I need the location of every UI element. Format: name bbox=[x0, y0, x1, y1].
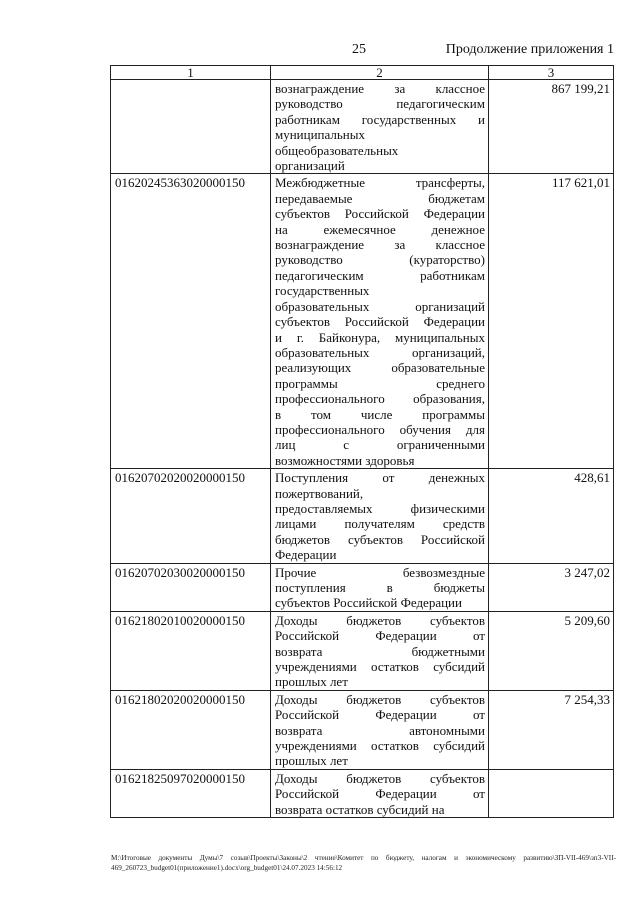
description-line: прошлых лет bbox=[275, 753, 348, 769]
table-header-row bbox=[111, 66, 614, 80]
row-code bbox=[111, 80, 271, 174]
row-code: 01620702020020000150 bbox=[111, 469, 271, 563]
description-line: организаций bbox=[275, 158, 345, 174]
description-line: субъектов Российской Федерации bbox=[275, 314, 485, 330]
row-amount bbox=[489, 769, 614, 817]
footer-line: M:\Итоговые документы Думы\7 созыв\Проекты\Законы\2 чтение\Комитет по бюджету, налогам и экономическому развитию\ЗП-VII-469\зп3-VII- bbox=[111, 854, 616, 862]
row-description bbox=[271, 174, 489, 469]
page-number: 25 bbox=[352, 42, 366, 57]
description-line: руководство педагогическим bbox=[275, 96, 485, 112]
description-line: образовательных организаций bbox=[275, 298, 485, 314]
budget-table bbox=[110, 65, 614, 818]
row-amount: 7 254,33 bbox=[489, 690, 614, 769]
table-row bbox=[111, 611, 614, 690]
description-line: Российской Федерации от bbox=[275, 786, 485, 802]
row-description bbox=[271, 769, 489, 817]
table-row bbox=[111, 469, 614, 563]
row-description bbox=[271, 563, 489, 611]
file-path-footer bbox=[111, 853, 616, 873]
description-line: Доходы бюджетов субъектов bbox=[275, 770, 485, 786]
row-code: 01621802010020000150 bbox=[111, 611, 271, 690]
description-line: программы среднего bbox=[275, 375, 485, 391]
table-row bbox=[111, 769, 614, 817]
description-line: бюджетов субъектов Российской bbox=[275, 531, 485, 547]
table-row bbox=[111, 174, 614, 469]
description-line: учреждениями остатков субсидий bbox=[275, 659, 485, 675]
description-line: профессионального образования, bbox=[275, 391, 485, 407]
column-header: 2 bbox=[271, 66, 489, 80]
description-line: в том числе программы bbox=[275, 406, 485, 422]
column-header: 3 bbox=[489, 66, 614, 80]
description-line: возврата остатков субсидий на bbox=[275, 801, 445, 817]
row-description bbox=[271, 611, 489, 690]
description-line: Межбюджетные трансферты, bbox=[275, 175, 485, 191]
description-line: реализующих образовательные bbox=[275, 360, 485, 376]
description-line: Российской Федерации от bbox=[275, 707, 485, 723]
row-code: 01621802020020000150 bbox=[111, 690, 271, 769]
row-description bbox=[271, 690, 489, 769]
row-amount: 867 199,21 bbox=[489, 80, 614, 174]
description-line: учреждениями остатков субсидий bbox=[275, 738, 485, 754]
description-line: государственных bbox=[275, 283, 370, 299]
description-line: Российской Федерации от bbox=[275, 628, 485, 644]
table-row bbox=[111, 690, 614, 769]
description-line: муниципальных bbox=[275, 127, 366, 143]
description-line: прошлых лет bbox=[275, 674, 348, 690]
description-line: работникам государственных и bbox=[275, 111, 485, 127]
description-line: Прочие безвозмездные bbox=[275, 564, 485, 580]
description-line: образовательных организаций, bbox=[275, 344, 485, 360]
footer-line: 469_260723_budget01(приложение1).docx\org_budget01\24.07.2023 14:56:12 bbox=[111, 864, 343, 872]
description-line: пожертвований, bbox=[275, 485, 364, 501]
description-line: Поступления от денежных bbox=[275, 470, 485, 486]
description-line: субъектов Российской Федерации bbox=[275, 595, 462, 611]
description-line: поступления в бюджеты bbox=[275, 580, 485, 595]
description-line: на ежемесячное денежное bbox=[275, 221, 485, 237]
description-line: возможностями здоровья bbox=[275, 452, 415, 468]
row-code: 01620245363020000150 bbox=[111, 174, 271, 469]
description-line: лиц с ограниченными bbox=[275, 437, 485, 453]
description-line: вознаграждение за классное bbox=[275, 81, 485, 96]
row-code: 01621825097020000150 bbox=[111, 769, 271, 817]
description-line: общеобразовательных bbox=[275, 142, 399, 158]
description-line: руководство (кураторство) bbox=[275, 252, 485, 268]
row-amount: 5 209,60 bbox=[489, 611, 614, 690]
description-line: передаваемые бюджетам bbox=[275, 190, 485, 206]
row-amount: 3 247,02 bbox=[489, 563, 614, 611]
column-header: 1 bbox=[111, 66, 271, 80]
row-amount: 117 621,01 bbox=[489, 174, 614, 469]
description-line: возврата автономными bbox=[275, 722, 485, 738]
continuation-label: Продолжение приложения 1 bbox=[445, 42, 614, 57]
row-description bbox=[271, 80, 489, 174]
description-line: и г. Байконура, муниципальных bbox=[275, 329, 485, 345]
description-line: профессионального обучения для bbox=[275, 421, 485, 437]
row-code: 01620702030020000150 bbox=[111, 563, 271, 611]
description-line: лицами получателям средств bbox=[275, 516, 485, 532]
description-line: возврата бюджетными bbox=[275, 643, 485, 659]
table-row bbox=[111, 80, 614, 174]
table-row bbox=[111, 563, 614, 611]
description-line: Федерации bbox=[275, 547, 337, 563]
row-amount: 428,61 bbox=[489, 469, 614, 563]
description-line: предоставляемых физическими bbox=[275, 500, 485, 516]
row-description bbox=[271, 469, 489, 563]
description-line: Доходы бюджетов субъектов bbox=[275, 691, 485, 707]
description-line: вознаграждение за классное bbox=[275, 237, 485, 253]
description-line: педагогическим работникам bbox=[275, 267, 485, 283]
description-line: субъектов Российской Федерации bbox=[275, 206, 485, 222]
description-line: Доходы бюджетов субъектов bbox=[275, 612, 485, 628]
